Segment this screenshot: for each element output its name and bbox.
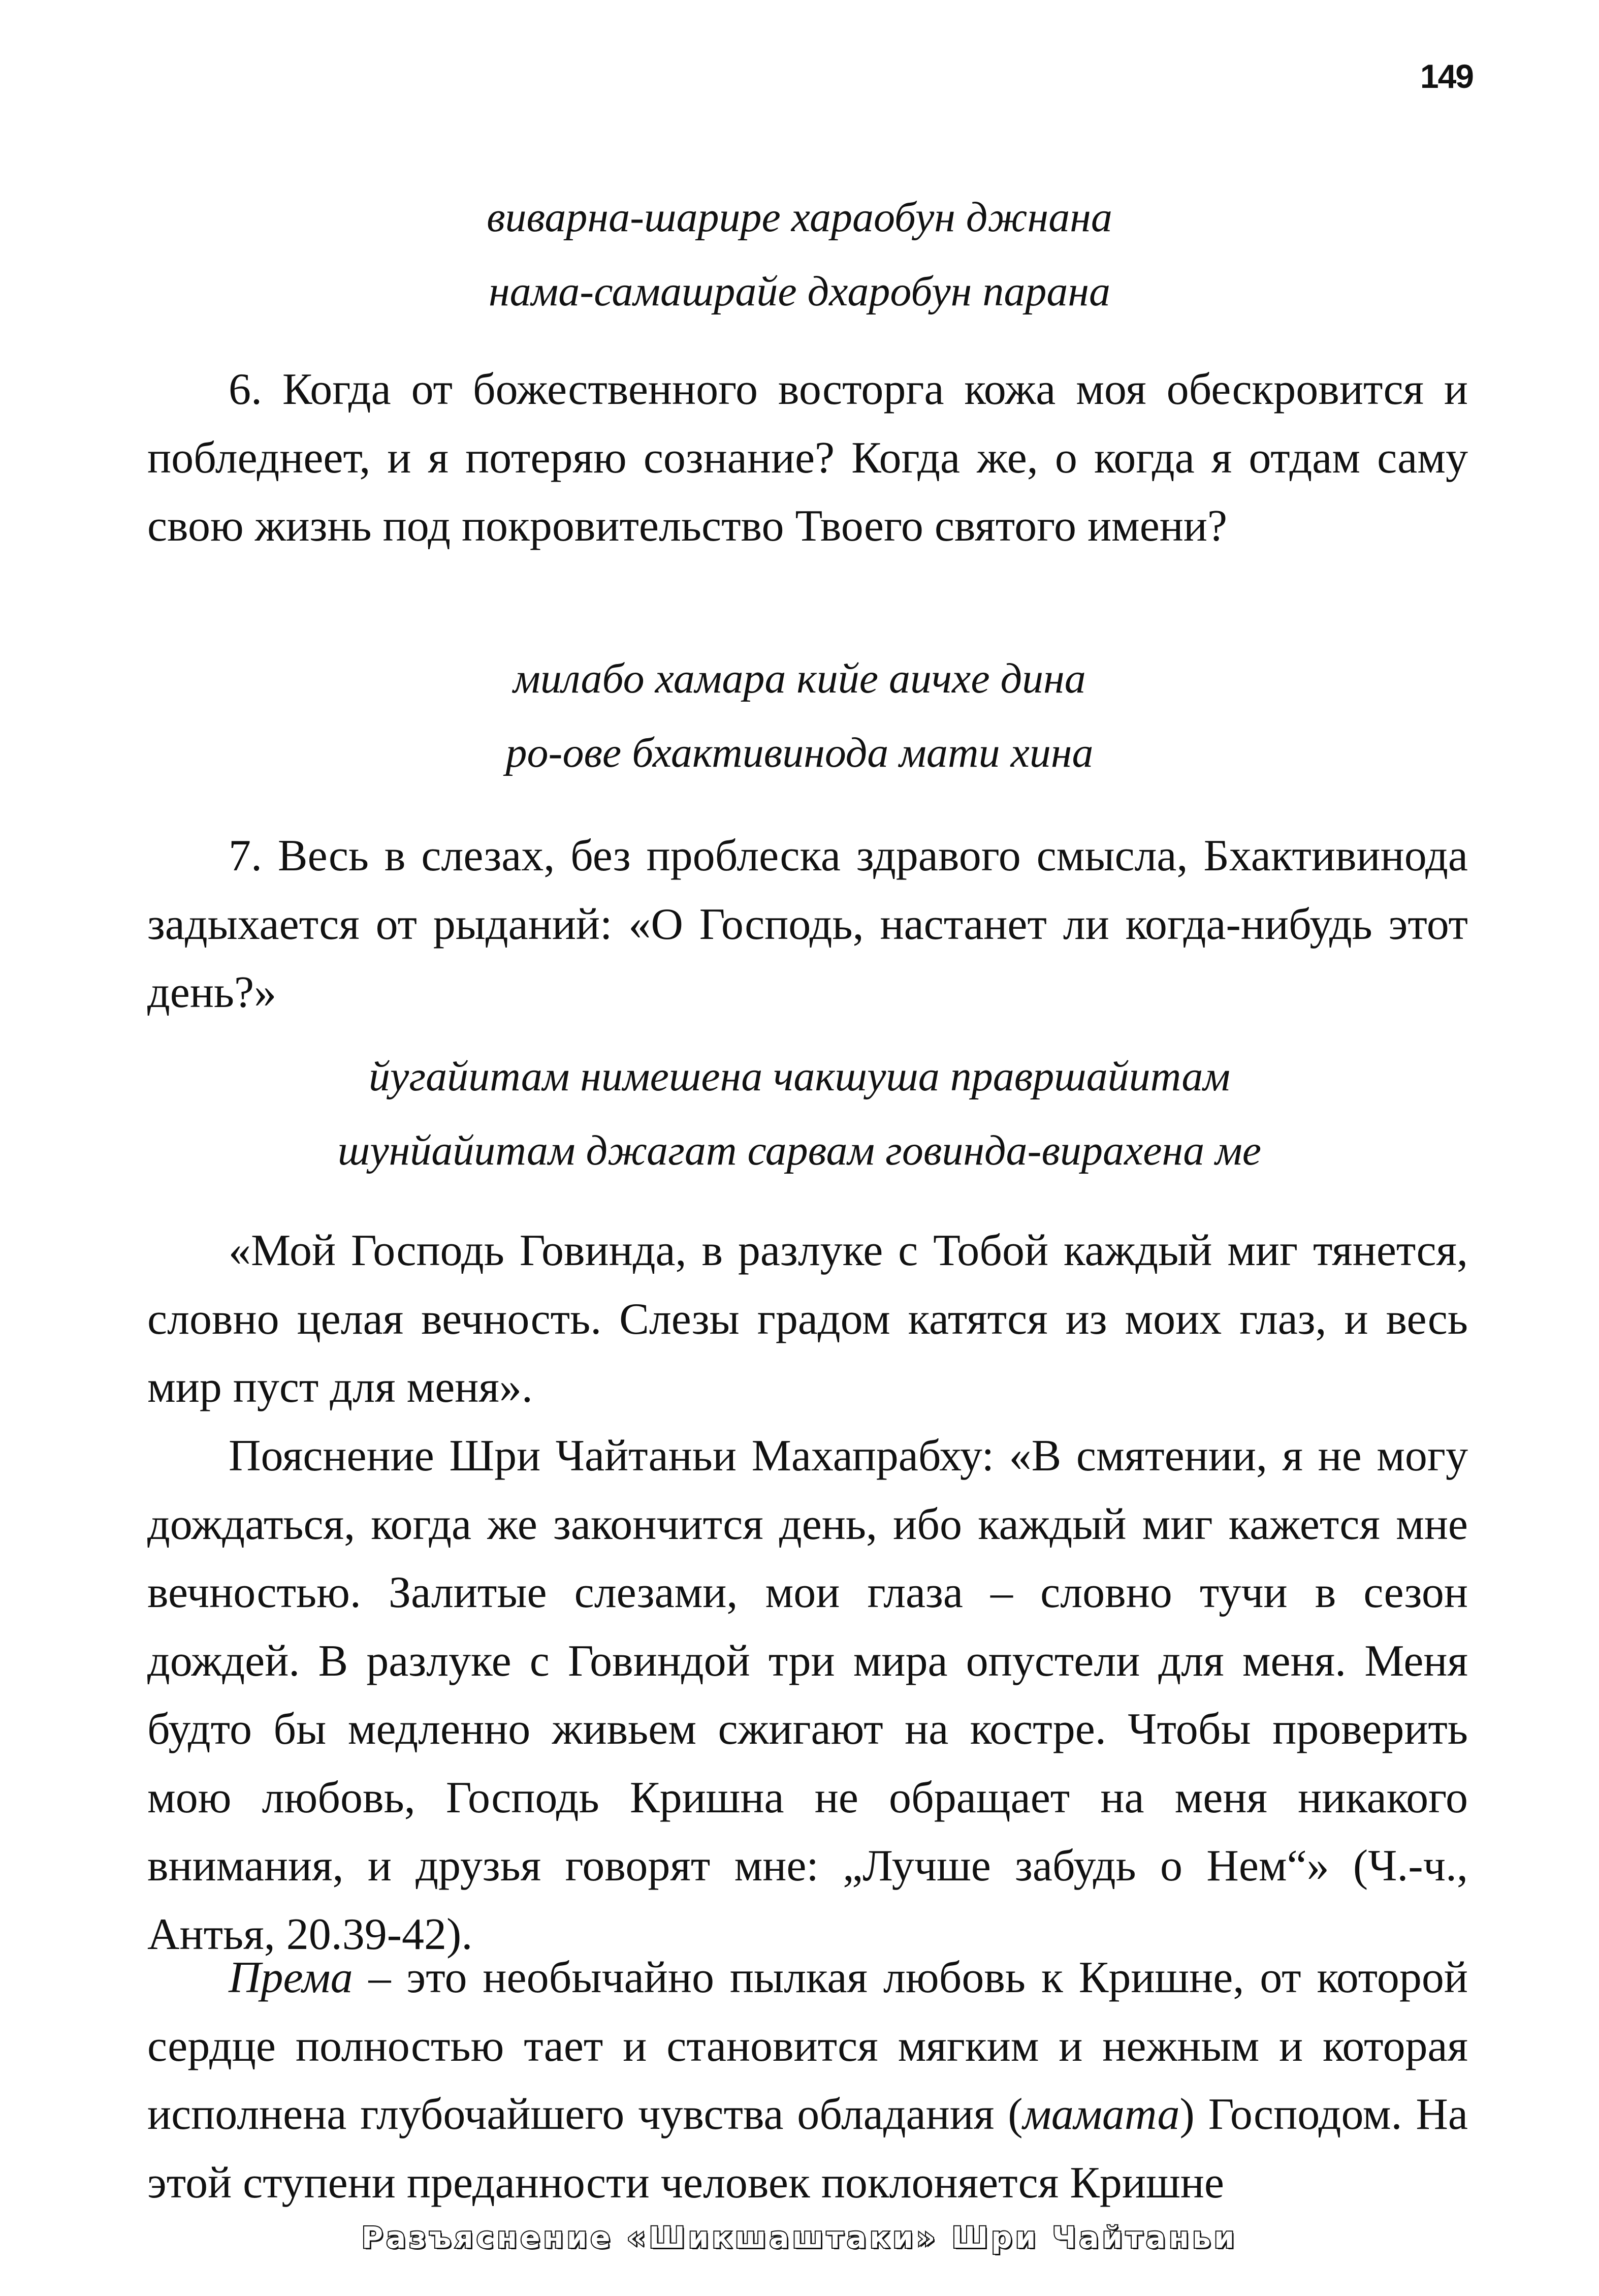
prema-text-2: ) Господом. На этой ступени преданности человек поклоняется Кришне — [147, 2090, 1468, 2208]
term-prema: Према — [229, 1953, 353, 2002]
paragraph-6: 6. Когда от божественного восторга кожа моя обескровится и побледнеет, и я потеряю сознание? Когда же, о когда я отдам саму свою жизнь под покровительство Твоего святого имени? — [147, 365, 1468, 551]
verse-block-3 — [0, 1040, 1599, 1188]
running-footer: Разъяснение «Шикшаштаки» Шри Чайтаньи — [361, 2220, 1238, 2255]
paragraph-explanation: Пояснение Шри Чайтаньи Махапрабху: «В смятении, я не могу дождаться, когда же закончится день, ибо каждый миг кажется мне вечностью. Залитые слезами, мои глаза – словно тучи в сезон дождей. В разлуке с Говиндой три мира опустели для меня. Меня будто бы медленно живьем сжигают на костре. Чтобы проверить мою любовь, Господь Кришна не обращает на меня никакого внимания, и друзья говорят мне: „Лучше забудь о Нем“» (Ч.-ч., Антья, 20.39-42). — [147, 1431, 1468, 1959]
verse-line: виварна-шарире хараобун джнана — [487, 194, 1112, 241]
term-mamata: мамата — [1022, 2090, 1180, 2139]
verse-line: йугайитам нимешена чакшуша правршайитам — [369, 1053, 1230, 1100]
paragraph-govinda: «Мой Господь Говинда, в разлуке с Тобой каждый миг тянется, словно целая вечность. Слезы градом катятся из моих глаз, и весь мир пуст для меня». — [147, 1226, 1468, 1412]
verse-block-1 — [0, 180, 1599, 329]
prema-text-1: – это необычайно пылкая любовь к Кришне, от которой сердце полностью тает и становится мягким и нежным и которая исполнена глубочайшего чувства обладания ( — [147, 1953, 1468, 2139]
verse-line: милабо хамара кийе аичхе дина — [513, 655, 1086, 702]
verse-line: ро-ове бхактивинода мати хина — [505, 729, 1094, 776]
page-number: 149 — [1420, 57, 1473, 95]
verse-block-2 — [0, 642, 1599, 790]
verse-line: нама-самашрайе дхаробун парана — [489, 268, 1110, 315]
paragraph-7: 7. Весь в слезах, без проблеска здравого смысла, Бхактивинода задыхается от рыданий: «О Господь, настанет ли когда-нибудь этот день?» — [147, 831, 1468, 1017]
paragraph-prema — [147, 1944, 1468, 2217]
verse-line: шунйайитам джагат сарвам говинда-вирахена ме — [337, 1127, 1262, 1174]
